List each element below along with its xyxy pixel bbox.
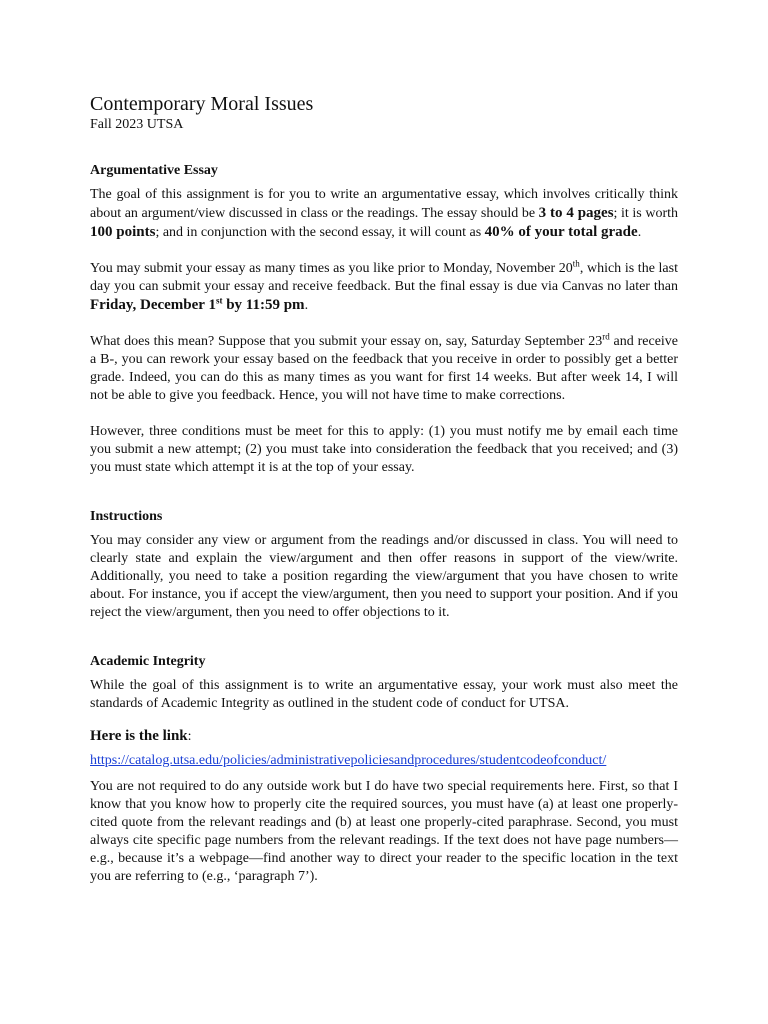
section-heading-instructions: Instructions xyxy=(90,509,163,524)
link-intro: Here is the link: xyxy=(90,728,192,744)
instructions-paragraph: You may consider any view or argument from the readings and/or discussed in class. You will need to clearly state and explain the view/argument and then offer reasons in support of the view/write. Additionally, you need to take a position regarding the view/argument that you have chosen to write about. For instance, you if accept the view/argument, then you need to support your position. And if you reject the view/argument, then you need to offer objections to it. xyxy=(90,533,678,620)
essay-paragraph-1: The goal of this assignment is for you to write an argumentative essay, which involves critically think about an argument/view discussed in class or the readings. The essay should be 3 to 4 pages; it is worth 100 points; and in conjunction with the second essay, it will count as 40% of your total grade. xyxy=(90,187,678,240)
section-heading-academic-integrity: Academic Integrity xyxy=(90,654,206,669)
essay-paragraph-2: You may submit your essay as many times as you like prior to Monday, November 20th, which is the last day you can submit your essay and receive feedback. But the final essay is due via Canvas no later than Friday, December 1st by 11:59 pm. xyxy=(90,258,678,313)
essay-paragraph-4: However, three conditions must be meet for this to apply: (1) you must notify me by email each time you submit a new attempt; (2) you must take into consideration the feedback that you received; and (3) you must state which attempt it is at the top of your essay. xyxy=(90,424,678,475)
student-code-of-conduct-link[interactable]: https://catalog.utsa.edu/policies/administrativepoliciesandprocedures/studentcodeofconduct/ xyxy=(90,753,607,768)
integrity-paragraph-1: While the goal of this assignment is to write an argumentative essay, your work must also meet the standards of Academic Integrity as outlined in the student code of conduct for UTSA. xyxy=(90,678,678,711)
link-line xyxy=(90,752,678,770)
integrity-paragraph-2: You are not required to do any outside work but I do have two special requirements here. First, so that I know that you know how to properly cite the required sources, you must have (a) at least one properly-cited quote from the relevant readings and (b) at least one properly-cited paraphrase. Second, you must always cite specific page numbers from the relevant readings. If the text does not have page numbers—e.g., because it’s a webpage—find another way to direct your reader to the specific location in the text you are referring to (e.g., ‘paragraph 7’). xyxy=(90,779,678,884)
section-heading-argumentative-essay: Argumentative Essay xyxy=(90,163,218,178)
document-subtitle: Fall 2023 UTSA xyxy=(90,117,184,132)
essay-paragraph-3: What does this mean? Suppose that you submit your essay on, say, Saturday September 23rd and receive a B-, you can rework your essay based on the feedback that you receive in order to possibly get a better grade. Indeed, you can do this as many times as you want for first 14 weeks. But after week 14, I will not be able to give you feedback. Hence, you will not have time to make corrections. xyxy=(90,331,679,403)
document-title: Contemporary Moral Issues xyxy=(90,93,314,115)
